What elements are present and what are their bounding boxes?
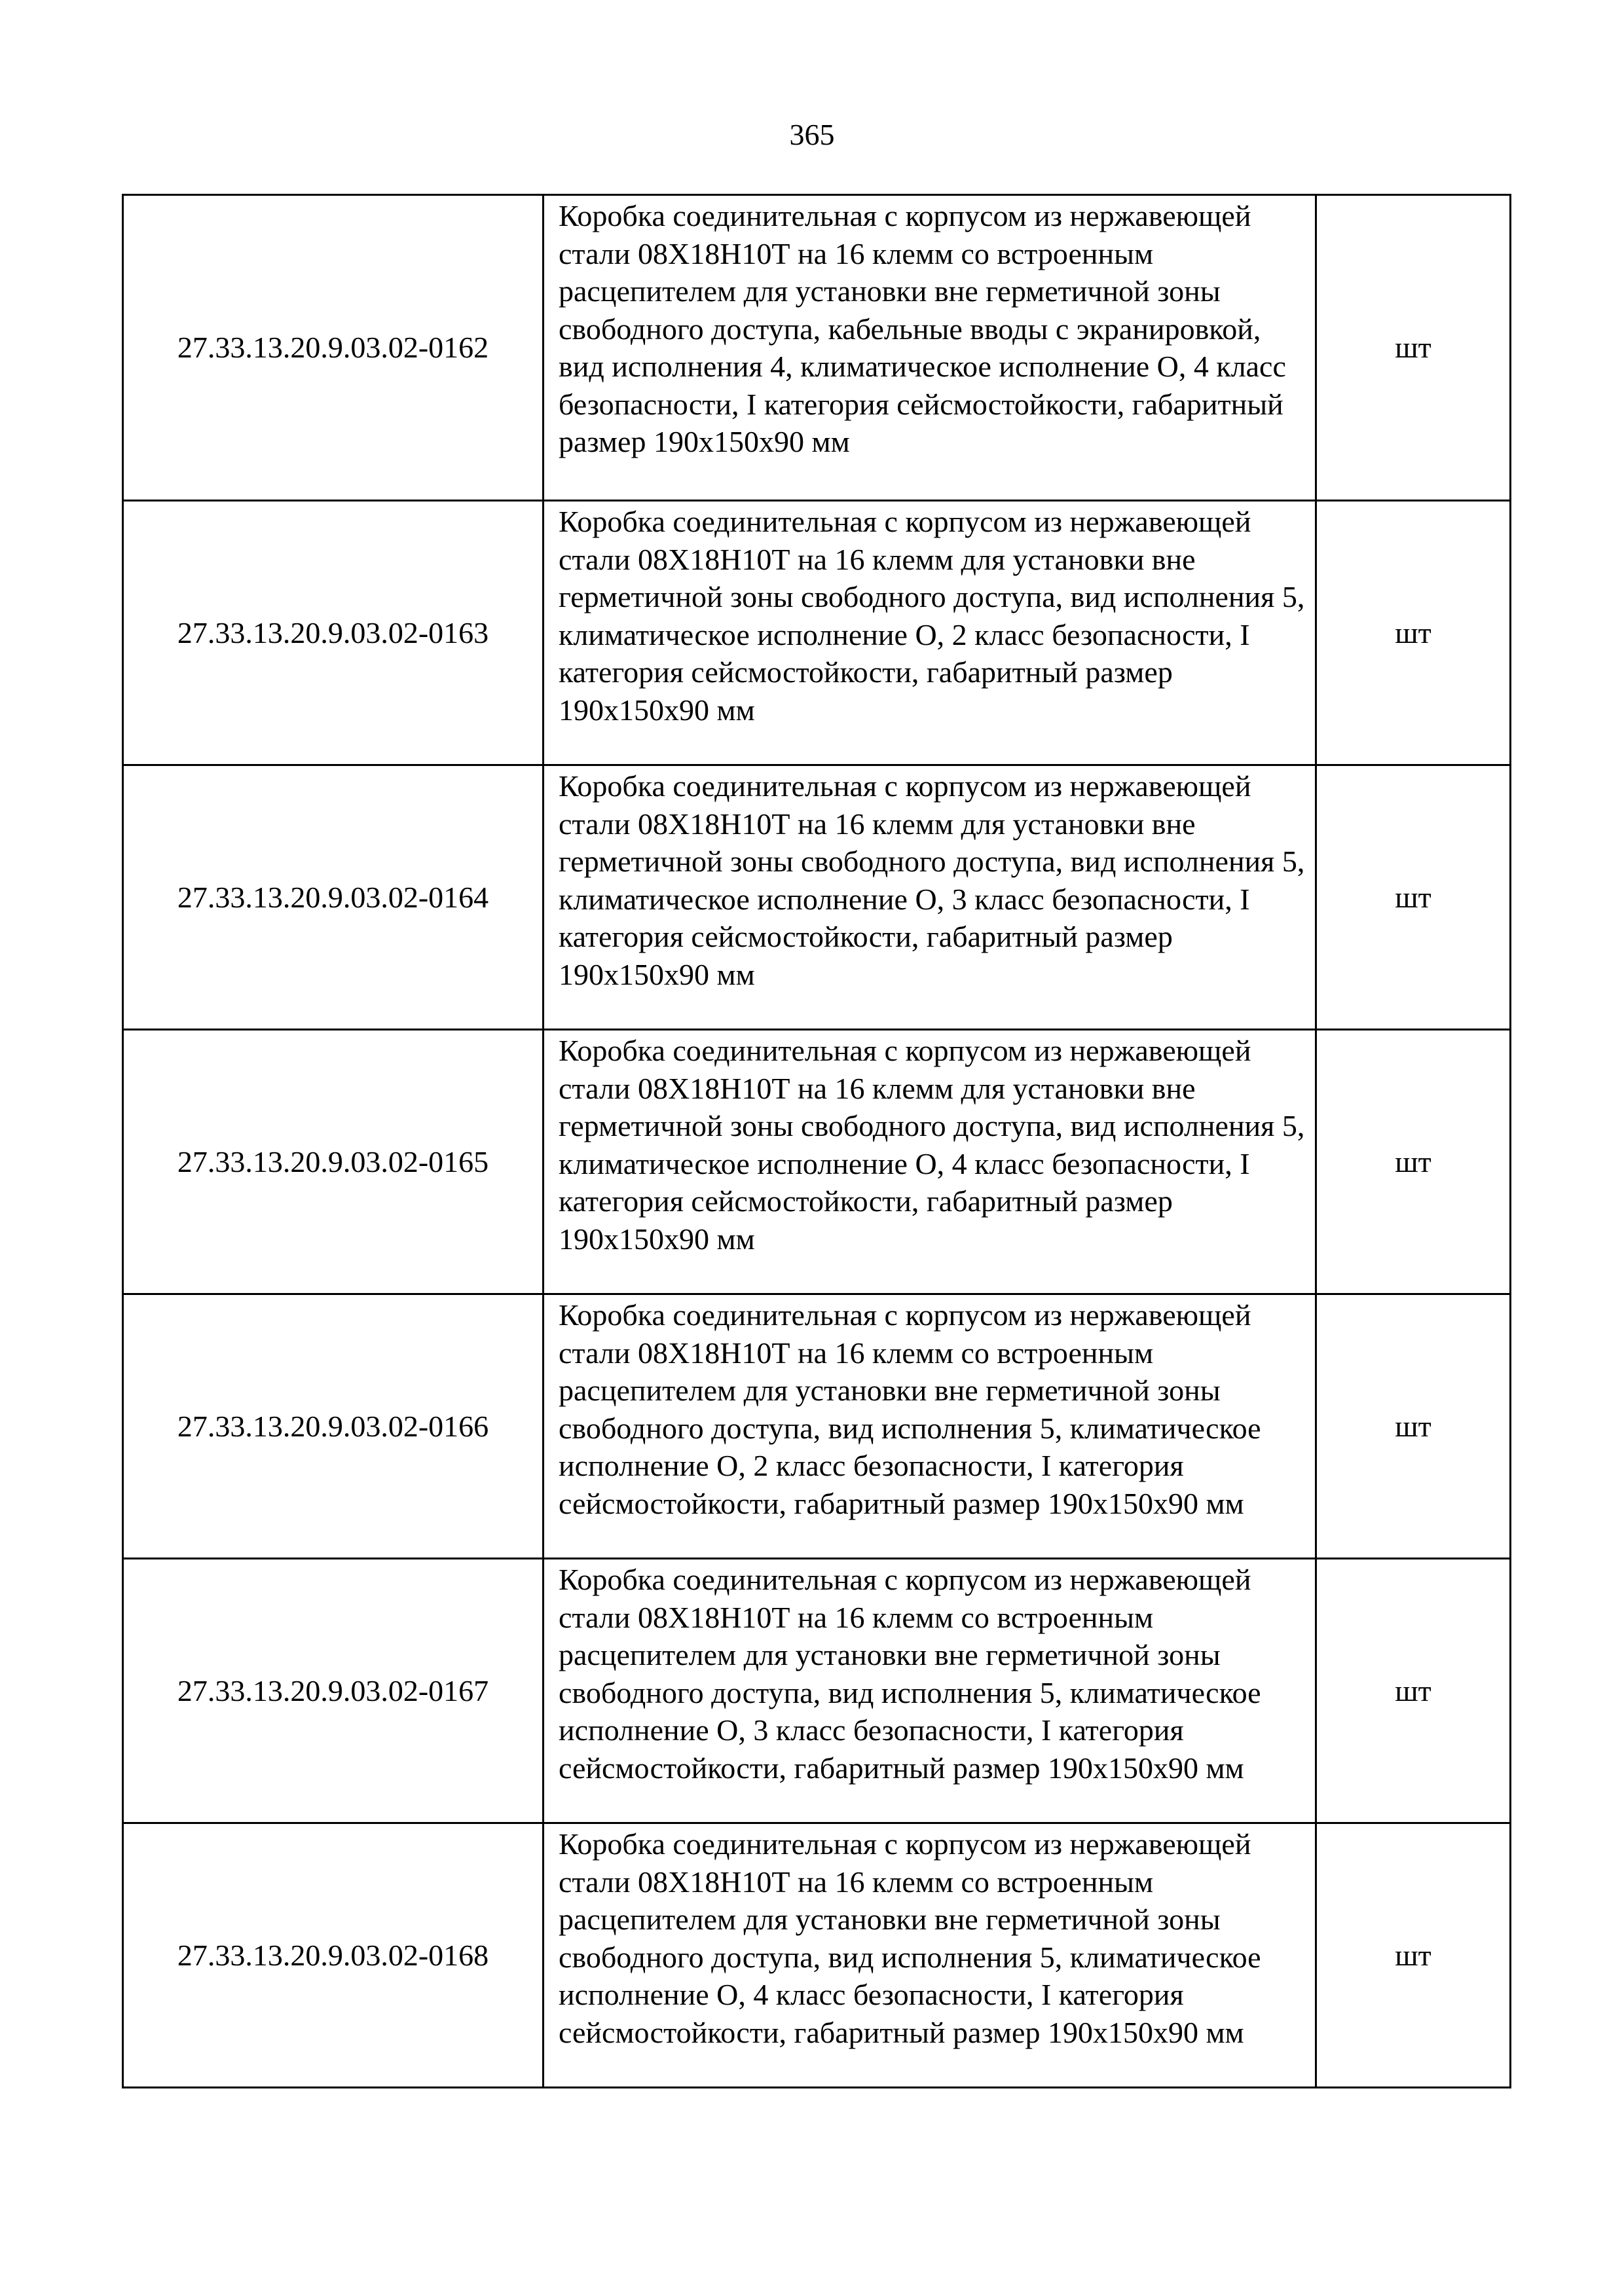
item-description-text: Коробка соединительная с корпусом из нержавеющей стали 08Х18Н10Т на 16 клемм для установки вне герметичной зоны свободного доступа, вид исполнения 5, климатическое исполнение О, 4 класс безопасности, I категория сейсмостойкости, габаритный размер 190х150х90 мм (559, 1034, 1305, 1256)
item-code: 27.33.13.20.9.03.02-0162 (123, 195, 544, 501)
item-description-text: Коробка соединительная с корпусом из нержавеющей стали 08Х18Н10Т на 16 клемм для установки вне герметичной зоны свободного доступа, вид исполнения 5, климатическое исполнение О, 3 класс безопасности, I категория сейсмостойкости, габаритный размер 190х150х90 мм (559, 769, 1305, 991)
item-unit: шт (1316, 1030, 1511, 1294)
item-description-text: Коробка соединительная с корпусом из нержавеющей стали 08Х18Н10Т на 16 клемм для установки вне герметичной зоны свободного доступа, вид исполнения 5, климатическое исполнение О, 2 класс безопасности, I категория сейсмостойкости, габаритный размер 190х150х90 мм (559, 505, 1305, 727)
item-description (544, 1823, 1316, 2088)
item-description-text: Коробка соединительная с корпусом из нержавеющей стали 08Х18Н10Т на 16 клемм со встроенным расцепителем для установки вне герметичной зоны свободного доступа, вид исполнения 5, климатическое исполнение О, 2 класс безопасности, I категория сейсмостойкости, габаритный размер 190х150х90 мм (559, 1298, 1261, 1520)
item-description (544, 765, 1316, 1030)
table-row (123, 501, 1511, 765)
table-row (123, 1030, 1511, 1294)
item-unit: шт (1316, 501, 1511, 765)
item-code: 27.33.13.20.9.03.02-0164 (123, 765, 544, 1030)
item-code: 27.33.13.20.9.03.02-0165 (123, 1030, 544, 1294)
page-number: 365 (789, 118, 835, 151)
item-description (544, 1559, 1316, 1823)
item-unit: шт (1316, 1823, 1511, 2088)
table-row (123, 1294, 1511, 1559)
item-unit: шт (1316, 195, 1511, 501)
catalog-table (122, 194, 1511, 2088)
item-unit: шт (1316, 1294, 1511, 1559)
item-description (544, 501, 1316, 765)
table-row (123, 765, 1511, 1030)
table-row (123, 1559, 1511, 1823)
item-unit: шт (1316, 1559, 1511, 1823)
item-description (544, 1294, 1316, 1559)
item-description-text: Коробка соединительная с корпусом из нержавеющей стали 08Х18Н10Т на 16 клемм со встроенным расцепителем для установки вне герметичной зоны свободного доступа, вид исполнения 5, климатическое исполнение О, 3 класс безопасности, I категория сейсмостойкости, габаритный размер 190х150х90 мм (559, 1563, 1261, 1785)
item-code: 27.33.13.20.9.03.02-0163 (123, 501, 544, 765)
table-row (123, 1823, 1511, 2088)
item-description-text: Коробка соединительная с корпусом из нержавеющей стали 08Х18Н10Т на 16 клемм со встроенным расцепителем для установки вне герметичной зоны свободного доступа, вид исполнения 5, климатическое исполнение О, 4 класс безопасности, I категория сейсмостойкости, габаритный размер 190х150х90 мм (559, 1827, 1261, 2049)
item-unit: шт (1316, 765, 1511, 1030)
table-row (123, 195, 1511, 501)
item-description-text: Коробка соединительная с корпусом из нержавеющей стали 08Х18Н10Т на 16 клемм со встроенным расцепителем для установки вне герметичной зоны свободного доступа, кабельные вводы с экранировкой, вид исполнения 4, климатическое исполнение О, 4 класс безопасности, I категория сейсмостойкости, габаритный размер 190х150х90 мм (559, 199, 1286, 458)
item-description (544, 195, 1316, 501)
item-code: 27.33.13.20.9.03.02-0168 (123, 1823, 544, 2088)
item-description (544, 1030, 1316, 1294)
item-code: 27.33.13.20.9.03.02-0166 (123, 1294, 544, 1559)
item-code: 27.33.13.20.9.03.02-0167 (123, 1559, 544, 1823)
